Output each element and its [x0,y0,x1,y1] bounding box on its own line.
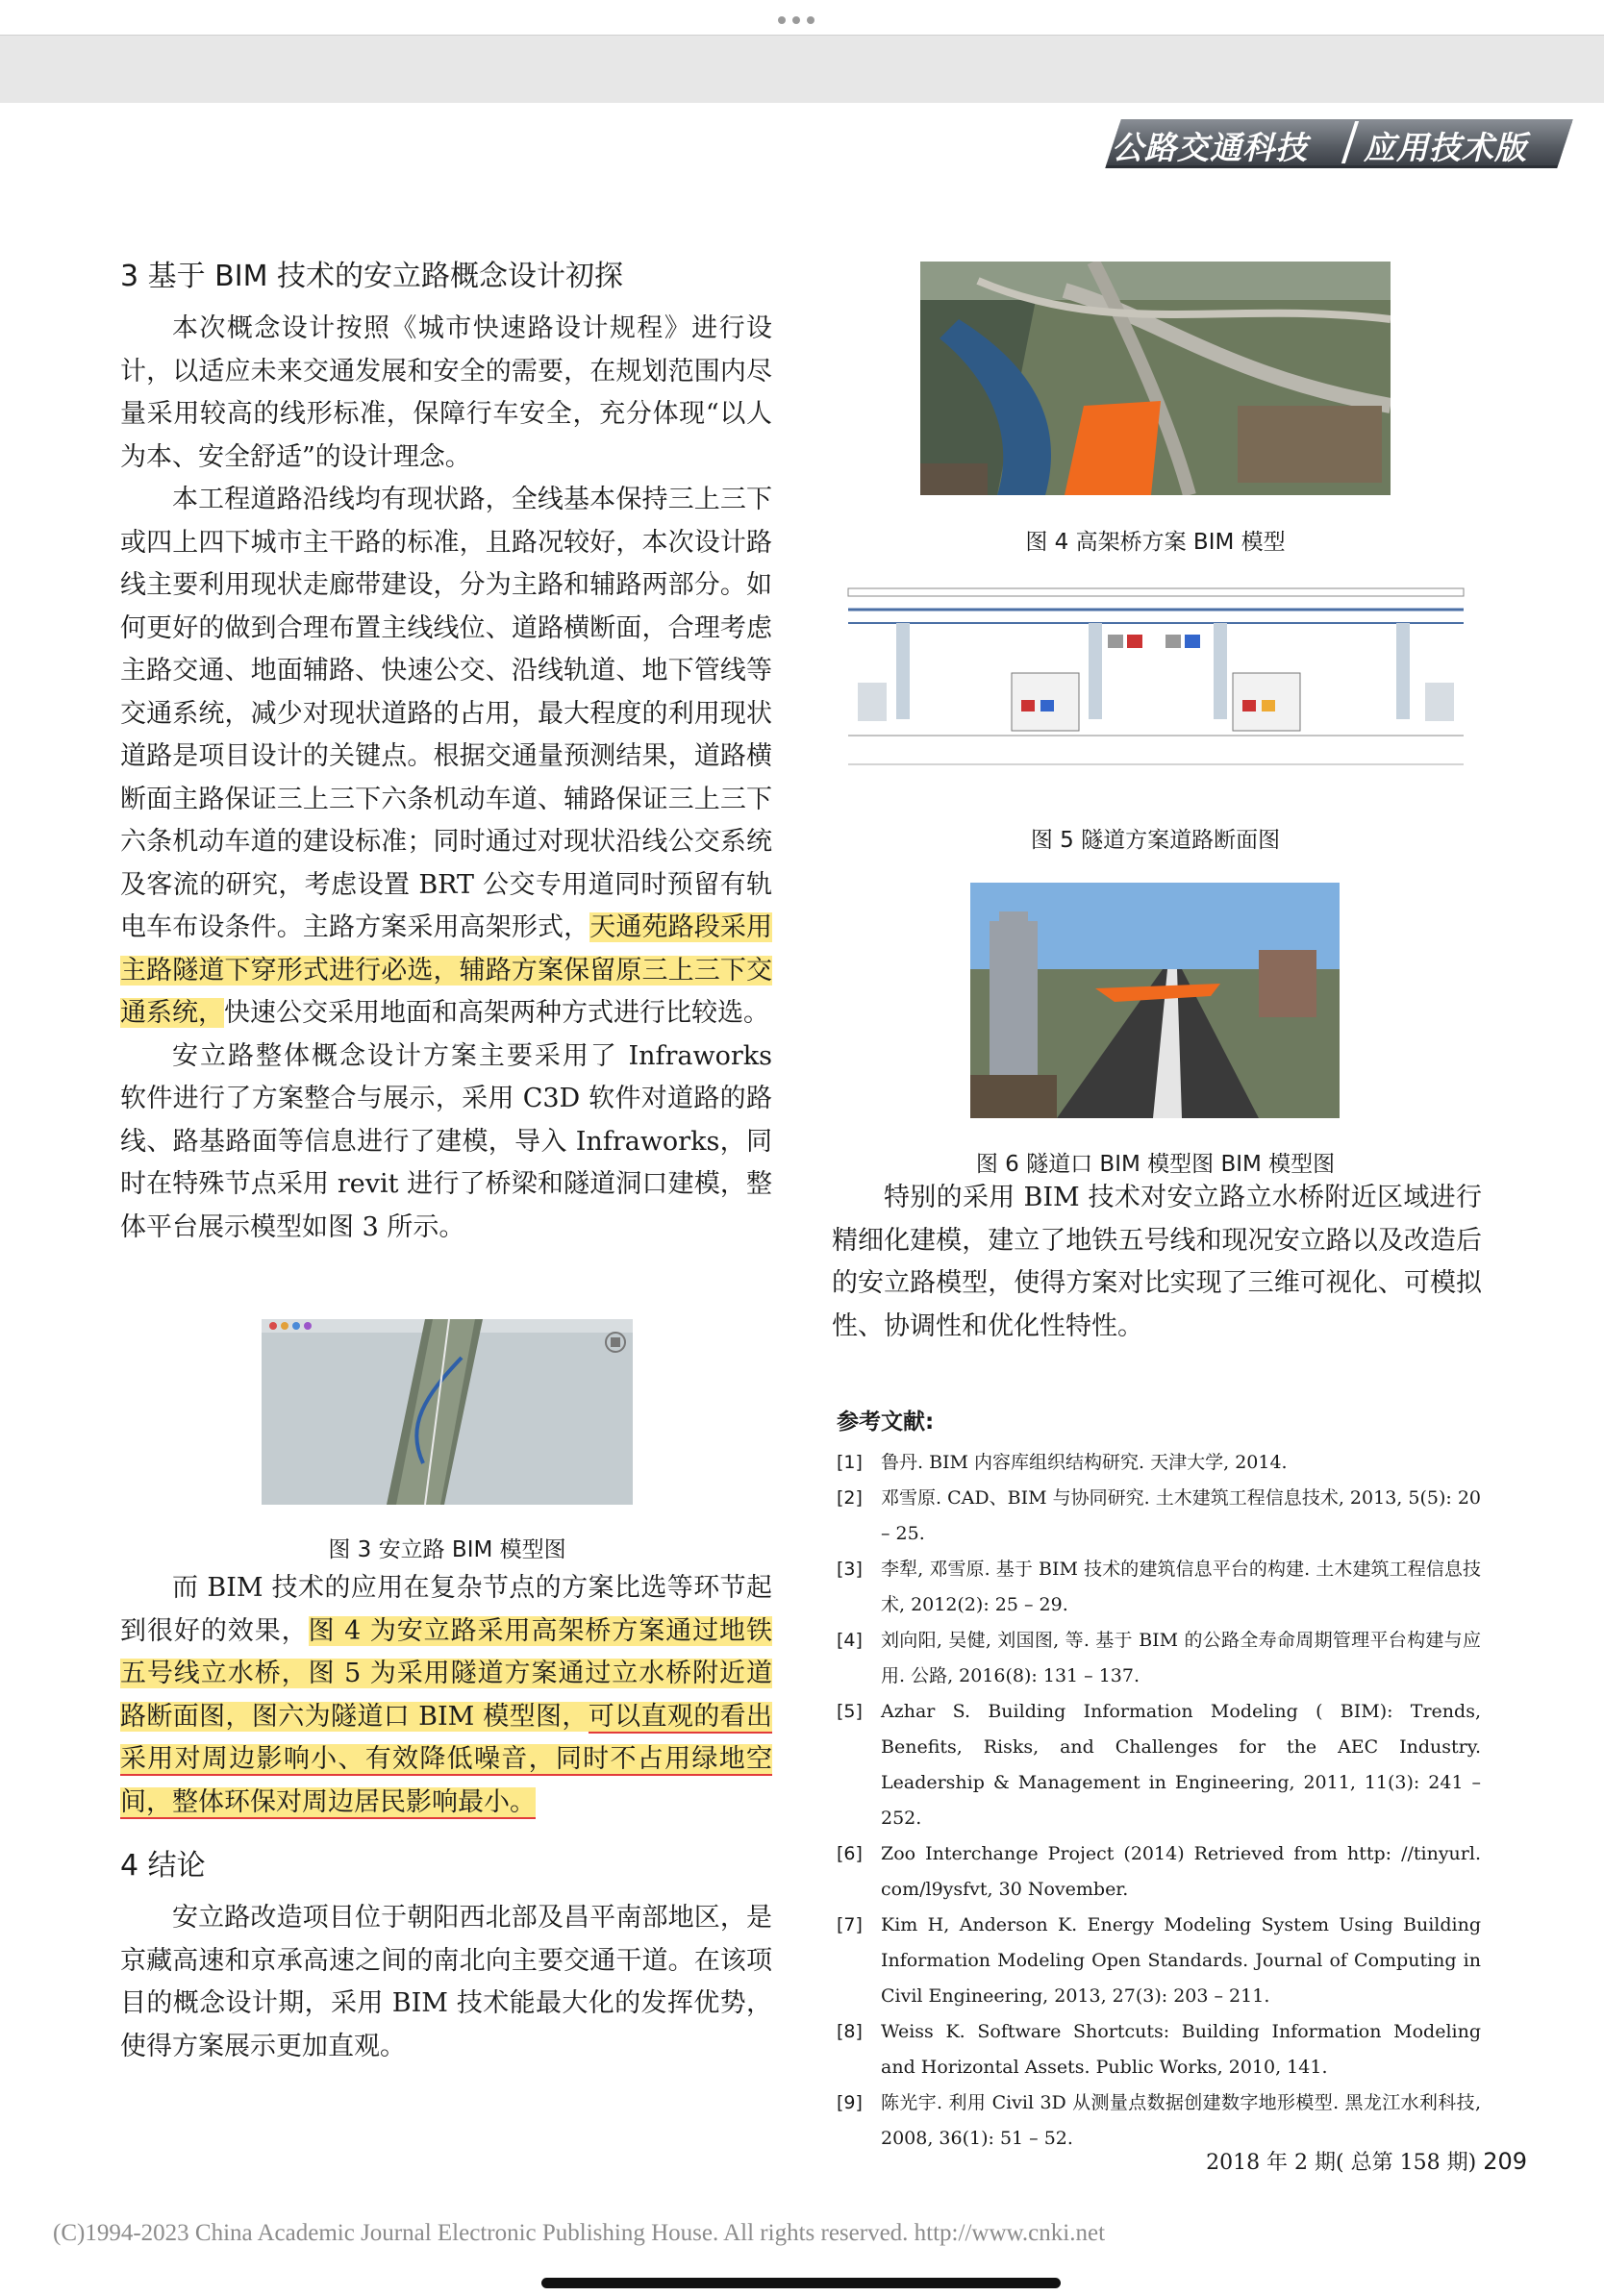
issue-label: 2018 年 2 期( 总第 158 期) [1206,2151,1477,2175]
figure-6-image [970,883,1340,1118]
references-heading: 参考文献: [837,1410,935,1435]
figure-6-caption: 图 6 隧道口 BIM 模型图 BIM 模型图 [975,1152,1336,1177]
reference-item: [1] 鲁丹. BIM 内容库组织结构研究. 天津大学, 2014. [837,1452,1288,1473]
page-number: 209 [1483,2148,1527,2175]
section-3-paragraph-3: 安立路整体概念设计方案主要采用了 Infraworks 软件进行了方案整合与展示，采用 C3D 软件对道路的路线、路基路面等信息进行了建模，导入 Infraworks，同时在特殊节点采用 revit 进行了桥梁和隧道洞口建模，整体平台展示模型如图 3 所示。 [120,1040,772,1242]
figure-4-image [920,262,1391,495]
section-3-paragraph-2: 本工程道路沿线均有现状路，全线基本保持三上三下或四上四下城市主干路的标准，且路况较好，本次设计路线主要利用现状走廊带建设，分为主路和辅路两部分。如何更好的做到合理布置主线线位、道路横断面，合理考虑主路交通、地面辅路、快速公交、沿线轨道、地下管线等交通系统，减少对现状道路的占用，最大程度的利用现状道路是项目设计的关键点。根据交通量预测结果，道路横断面主路保证三上三下六条机动车道、辅路保证三上三下六条机动车道的建设标准；同时通过对现状沿线公交系统及客流的研究，考虑设置 BRT 公交专用道同时预留有轨电车布设条件。主路方案采用高架形式，天通苑路段采用主路隧道下穿形式进行必选，辅路方案保留原三上三下交通系统，快速公交采用地面和高架两种方式进行比较选。 [120,485,772,1028]
right-column-text [832,1177,1482,1348]
underlined-highlighted-text: 可以直观的看出采用对周边影响小、有效降低噪音，同时不占用绿地空间，整体环保对周边居民影响最小。 [120,1701,772,1817]
figure-4-caption: 图 4 高架桥方案 BIM 模型 [1025,530,1286,555]
reference-item: [7] Kim H, Anderson K. Energy Modeling System Using Building Information Modeling Open Standards. Journal of Computing in Civil Engineering, 2013, 27(3): 203 – 211. [837,1914,1481,2007]
section-3-heading: 3 基于 BIM 技术的安立路概念设计初探 [120,260,624,293]
section-3-paragraph-4: 而 BIM 技术的应用在复杂节点的方案比选等环节起到很好的效果，图 4 为安立路采用高架桥方案通过地铁五号线立水桥，图 5 为采用隧道方案通过立水桥附近道路断面图，图六为隧道口 BIM 模型图，可以直观的看出采用对周边影响小、有效降低噪音，同时不占用绿地空间，整体环保对周边居民影响最小。 [120,1573,773,1817]
section-4-paragraph-1: 安立路改造项目位于朝阳西北部及昌平南部地区，是京藏高速和京承高速之间的南北向主要交通干道。在该项目的概念设计期，采用 BIM 技术能最大化的发挥优势，使得方案展示更加直观。 [120,1903,772,2061]
reference-item: [4] 刘向阳, 吴健, 刘国图, 等. 基于 BIM 的公路全寿命周期管理平台构建与应用. 公路, 2016(8): 131 – 137. [837,1630,1481,1686]
figure-3-image [262,1319,633,1505]
reference-item: [2] 邓雪原. CAD、BIM 与协同研究. 土木建筑工程信息技术, 2013, 5(5): 20 – 25. [837,1487,1481,1544]
highlighted-text: 图 4 为安立路采用高架桥方案通过地铁五号线立水桥，图 5 为采用隧道方案通过立水桥附近道路断面图，图六为隧道口 BIM 模型图， [120,1615,773,1732]
reference-item: [8] Weiss K. Software Shortcuts: Building Information Modeling and Horizontal Assets. Public Works, 2010, 141. [837,2021,1481,2078]
section-3-paragraph-1: 本次概念设计按照《城市快速路设计规程》进行设计，以适应未来交通发展和安全的需要，在规划范围内尽量采用较高的线形标准，保障行车安全，充分体现“以人为本、安全舒适”的设计理念。 [120,313,772,472]
journal-name: 公路交通科技 [1112,129,1308,166]
page-header-band [0,35,1604,103]
left-column-lower [120,1567,772,2068]
references-section [837,1404,1481,2157]
viewer-top-bar [0,0,1604,35]
reference-item: [5] Azhar S. Building Information Modeling ( BIM): Trends, Benefits, Risks, and Challenges for the AEC Industry. Leadership & Management in Engineering, 2011, 11(3): 241 – 252. [837,1701,1481,1829]
reference-item: [6] Zoo Interchange Project (2014) Retrieved from http: //tinyurl. com/l9ysfvt, 30 November. [837,1843,1481,1900]
highlighted-text: 天通苑路段采用主路隧道下穿形式进行必选，辅路方案保留原三上三下交通系统， [120,912,772,1028]
journal-edition: 应用技术版 [1364,129,1527,166]
figure-3-caption: 图 3 安立路 BIM 模型图 [328,1537,566,1562]
issue-info [1206,2146,1527,2176]
figure-5-caption: 图 5 隧道方案道路断面图 [1030,828,1281,853]
home-indicator[interactable] [541,2278,1061,2288]
journal-banner [1075,113,1604,173]
left-column [120,252,772,1249]
reference-item: [9] 陈光宇. 利用 Civil 3D 从测量点数据创建数字地形模型. 黑龙江水利科技, 2008, 36(1): 51 – 52. [837,2092,1481,2149]
reference-item: [3] 李犁, 邓雪原. 基于 BIM 技术的建筑信息平台的构建. 土木建筑工程信息技术, 2012(2): 25 – 29. [837,1559,1481,1615]
section-4-heading: 4 结论 [120,1849,206,1883]
right-paragraph-special: 特别的采用 BIM 技术对安立路立水桥附近区域进行精细化建模，建立了地铁五号线和现况安立路以及改造后的安立路模型，使得方案对比实现了三维可视化、可模拟性、协调性和优化性特性。 [832,1183,1482,1341]
more-options-icon[interactable] [778,16,815,24]
copyright-notice: (C)1994-2023 China Academic Journal Electronic Publishing House. All rights reserved. http://www.cnki.net [53,2220,1106,2246]
figure-5-image [839,577,1473,793]
